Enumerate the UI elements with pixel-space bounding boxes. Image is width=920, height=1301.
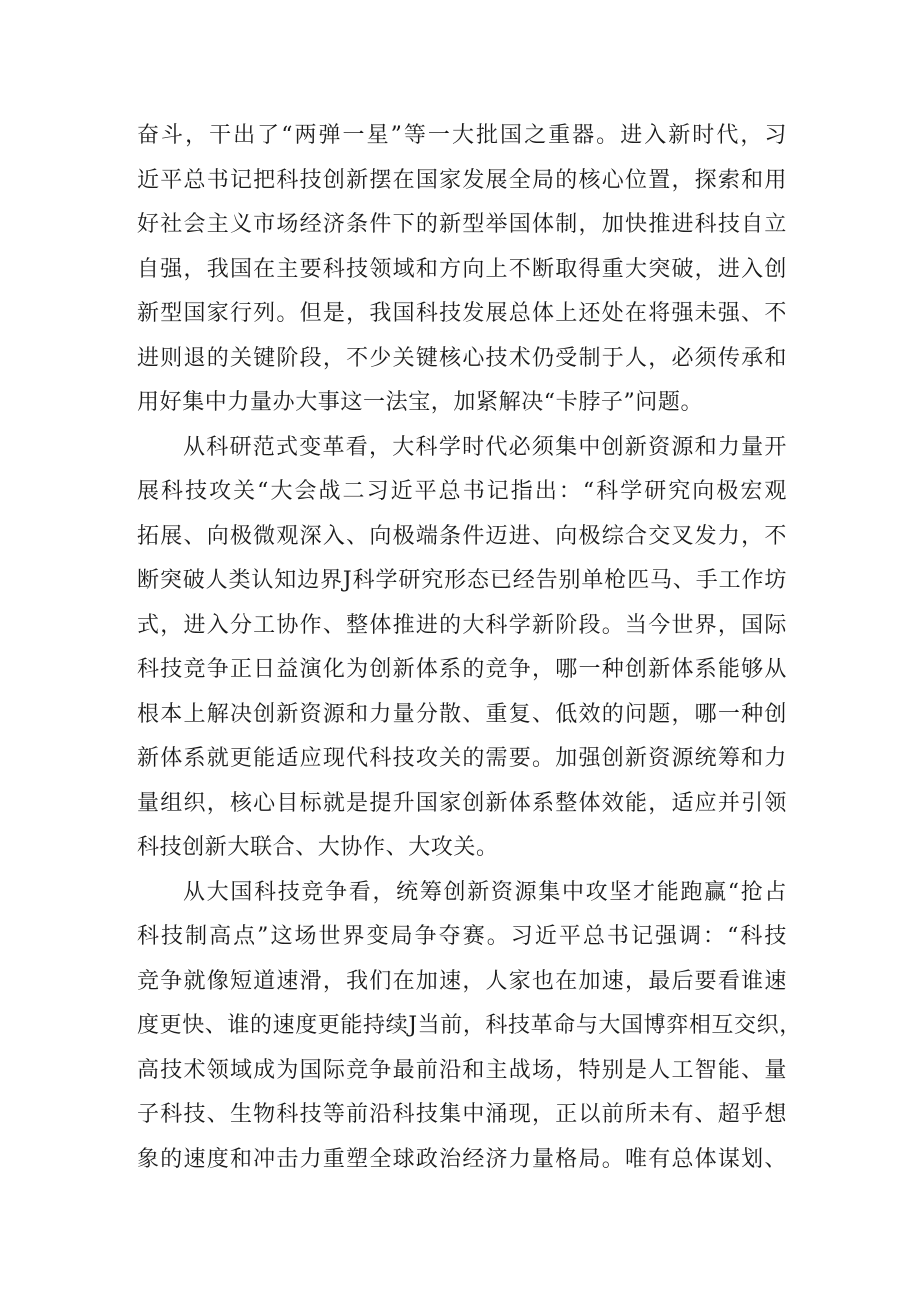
text-line: 新体系就更能适应现代科技攻关的需要。加强创新资源统筹和力 <box>137 746 787 771</box>
text-line: 用好集中力量办大事这一法宝，加紧解决“卡脖子”问题。 <box>137 390 704 415</box>
text-line: 根本上解决创新资源和力量分散、重复、低效的问题，哪一种创 <box>137 701 787 727</box>
text-line: 从科研范式变革看，大科学时代必须集中创新资源和力量开 <box>183 434 787 460</box>
text-line: 从大国科技竞争看，统筹创新资源集中攻坚才能跑赢“抢占 <box>183 879 787 905</box>
text-line: 新型国家行列。但是，我国科技发展总体上还处在将强未强、不 <box>137 301 787 326</box>
text-line: 断突破人类认知边界J科学研究形态已经告别单枪匹马、手工作坊 <box>137 568 787 593</box>
text-line: 科技制高点”这场世界变局争夺赛。习近平总书记强调：“科技 <box>137 924 787 949</box>
text-line: 式，进入分工协作、整体推进的大科学新阶段。当今世界，国际 <box>137 612 787 638</box>
text-line: 好社会主义市场经济条件下的新型举国体制，加快推进科技自立 <box>137 212 787 237</box>
text-line: 近平总书记把科技创新摆在国家发展全局的核心位置，探索和用 <box>137 167 787 193</box>
text-line: 展科技攻关“大会战二习近平总书记指出：“科学研究向极宏观 <box>137 479 787 504</box>
paragraph-3 <box>137 871 802 1183</box>
text-line: 奋斗，干出了“两弹一星”等一大批国之重器。进入新时代，习 <box>137 123 787 148</box>
text-line: 量组织，核心目标就是提升国家创新体系整体效能，适应并引领 <box>137 790 787 816</box>
text-line: 子科技、生物科技等前沿科技集中涌现，正以前所未有、超乎想 <box>137 1102 787 1127</box>
text-line: 度更快、谁的速度更能持续J当前，科技革命与大国博弈相互交织， <box>137 1013 802 1038</box>
text-line: 象的速度和冲击力重塑全球政治经济力量格局。唯有总体谋划、 <box>137 1146 787 1172</box>
text-line: 高技术领域成为国际竞争最前沿和主战场，特别是人工智能、量 <box>137 1057 787 1083</box>
paragraph-2 <box>137 426 787 871</box>
paragraph-1 <box>137 114 787 426</box>
text-line: 科技竞争正日益演化为创新体系的竞争，哪一种创新体系能够从 <box>137 657 787 682</box>
text-line: 进则退的关键阶段，不少关键核心技术仍受制于人，必须传承和 <box>137 345 787 371</box>
text-line: 自强，我国在主要科技领域和方向上不断取得重大突破，进入创 <box>137 256 787 282</box>
text-line: 拓展、向极微观深入、向极端条件迈进、向极综合交叉发力，不 <box>137 523 787 549</box>
text-line: 科技创新大联合、大协作、大攻关。 <box>137 835 499 860</box>
document-body <box>137 114 802 1182</box>
text-line: 竞争就像短道速滑，我们在加速，人家也在加速，最后要看谁速 <box>137 968 787 994</box>
